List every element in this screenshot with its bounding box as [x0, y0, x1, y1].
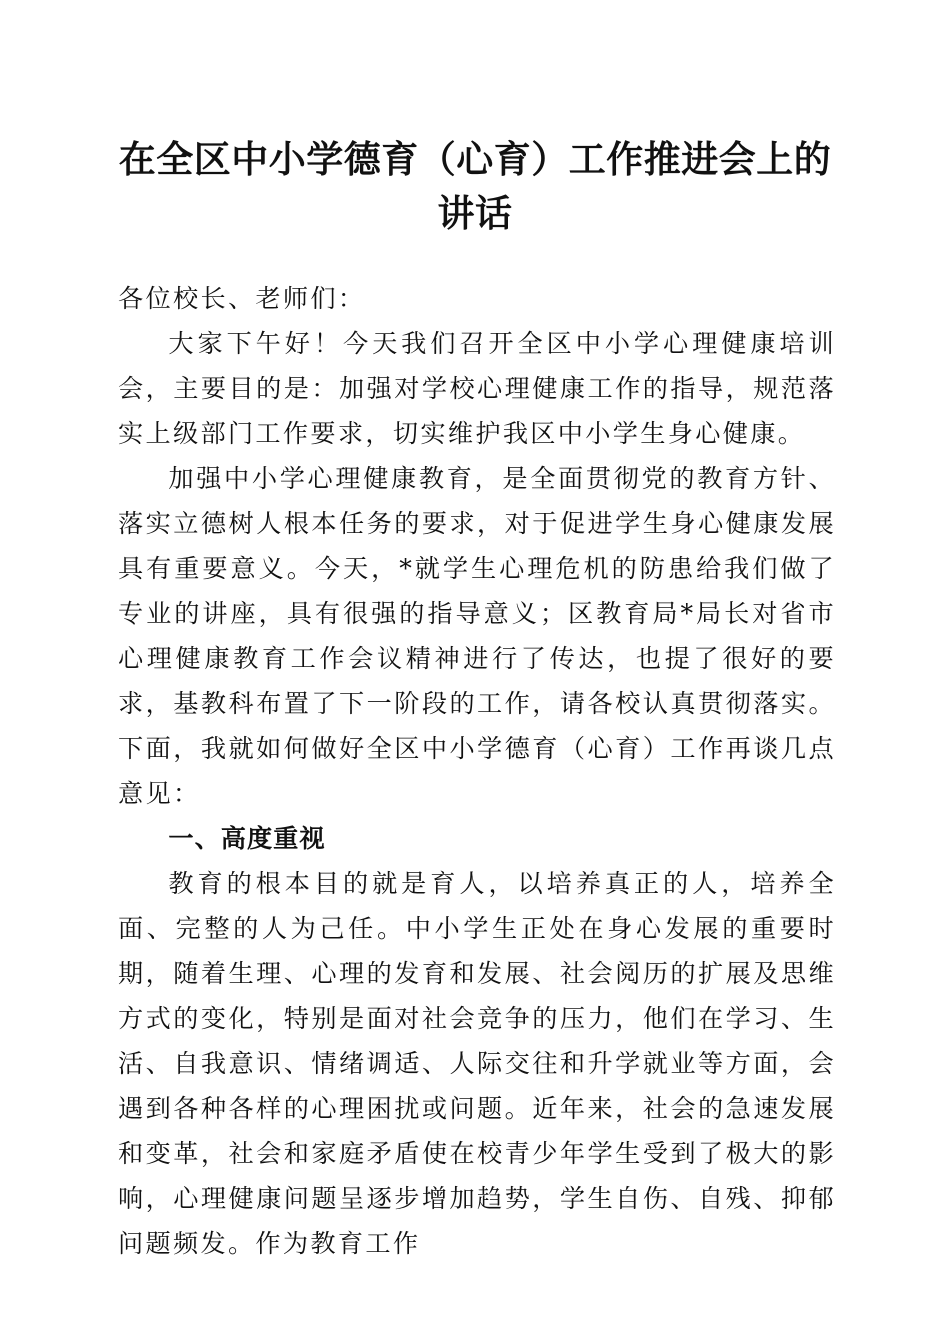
paragraph-opening: 大家下午好！今天我们召开全区中小学心理健康培训会，主要目的是：加强对学校心理健康工作的指导，规范落实上级部门工作要求，切实维护我区中小学生身心健康。	[118, 329, 836, 448]
section-1-paragraph: 教育的根本目的就是育人，以培养真正的人，培养全面、完整的人为己任。中小学生正处在身心发展的重要时期，随着生理、心理的发育和发展、社会阅历的扩展及思维方式的变化，特别是面对社会竞争的压力，他们在学习、生活、自我意识、情绪调适、人际交往和升学就业等方面，会遇到各种各样的心理困扰或问题。近年来，社会的急速发展和变革，社会和家庭矛盾使在校青少年学生受到了极大的影响，心理健康问题呈逐步增加趋势，学生自伤、自残、抑郁问题频发。作为教育工作	[118, 869, 836, 1258]
paragraph-purpose: 加强中小学心理健康教育，是全面贯彻党的教育方针、落实立德树人根本任务的要求，对于促进学生身心健康发展具有重要意义。今天，*就学生心理危机的防患给我们做了专业的讲座，具有很强的指导意义；区教育局*局长对省市心理健康教育工作会议精神进行了传达，也提了很好的要求，基教科布置了下一阶段的工作，请各校认真贯彻落实。下面，我就如何做好全区中小学德育（心育）工作再谈几点意见：	[118, 464, 836, 808]
salutation: 各位校长、老师们：	[118, 284, 366, 313]
section-heading-1: 一、高度重视	[168, 824, 326, 853]
document-title: 在全区中小学德育（心育）工作推进会上的讲话	[118, 137, 832, 235]
document-body	[118, 276, 836, 1266]
